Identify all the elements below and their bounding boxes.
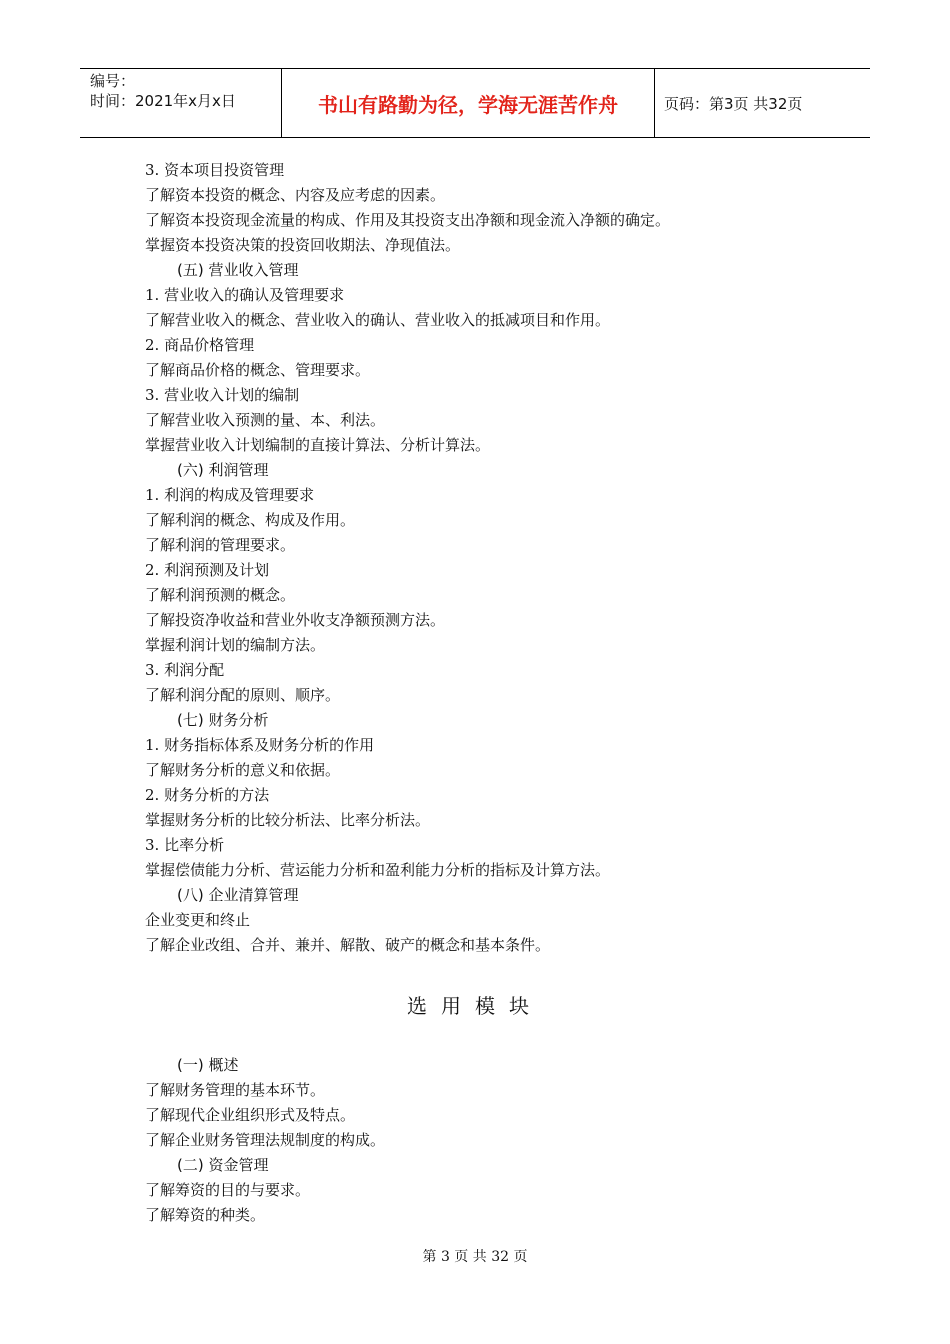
text-line: 掌握财务分析的比较分析法、比率分析法。: [145, 811, 431, 829]
section-heading: (二) 资金管理: [177, 1156, 269, 1174]
text-line: 3. 资本项目投资管理: [145, 161, 285, 179]
text-line: 2. 利润预测及计划: [145, 561, 270, 579]
text-line: 了解现代企业组织形式及特点。: [145, 1106, 356, 1124]
page-footer: 第 3 页 共 32 页: [422, 1249, 528, 1265]
text-line: 了解商品价格的概念、管理要求。: [145, 361, 371, 379]
text-line: 3. 比率分析: [145, 836, 225, 854]
text-line: 了解营业收入的概念、营业收入的确认、营业收入的抵减项目和作用。: [145, 311, 611, 329]
text-line: 掌握资本投资决策的投资回收期法、净现值法。: [145, 236, 461, 254]
text-line: 1. 营业收入的确认及管理要求: [145, 286, 345, 304]
header-meta: [80, 69, 282, 137]
page-header: [80, 68, 870, 138]
text-line: 了解利润的概念、构成及作用。: [145, 511, 356, 529]
text-line: 了解企业财务管理法规制度的构成。: [145, 1131, 386, 1149]
document-number-label: 编号：: [90, 72, 136, 90]
text-line: 2. 财务分析的方法: [145, 786, 270, 804]
text-line: 掌握利润计划的编制方法。: [145, 636, 326, 654]
text-line: 了解财务管理的基本环节。: [145, 1081, 326, 1099]
module-title: 选用模块: [407, 994, 543, 1018]
text-line: 3. 利润分配: [145, 661, 225, 679]
text-line: 了解资本投资的概念、内容及应考虑的因素。: [145, 186, 446, 204]
text-line: 了解利润预测的概念。: [145, 586, 296, 604]
text-line: 了解投资净收益和营业外收支净额预测方法。: [145, 611, 446, 629]
text-line: 了解营业收入预测的量、本、利法。: [145, 411, 386, 429]
text-line: 3. 营业收入计划的编制: [145, 386, 300, 404]
section-heading: (八) 企业清算管理: [177, 886, 299, 904]
main-content: [145, 158, 865, 958]
section-heading: (六) 利润管理: [177, 461, 269, 479]
text-line: 了解财务分析的意义和依据。: [145, 761, 341, 779]
section-heading: (七) 财务分析: [177, 711, 269, 729]
section-heading: (一) 概述: [177, 1056, 239, 1074]
text-line: 掌握营业收入计划编制的直接计算法、分析计算法。: [145, 436, 491, 454]
header-motto: 书山有路勤为径，学海无涯苦作舟: [282, 69, 655, 137]
text-line: 了解利润的管理要求。: [145, 536, 296, 554]
text-line: 了解利润分配的原则、顺序。: [145, 686, 341, 704]
text-line: 企业变更和终止: [145, 911, 251, 929]
section-heading: (五) 营业收入管理: [177, 261, 299, 279]
optional-module-content: [145, 1053, 865, 1228]
text-line: 了解筹资的种类。: [145, 1206, 266, 1224]
text-line: 1. 财务指标体系及财务分析的作用: [145, 736, 375, 754]
text-line: 了解资本投资现金流量的构成、作用及其投资支出净额和现金流入净额的确定。: [145, 211, 671, 229]
header-page-info: 页码：第3页 共32页: [664, 94, 803, 113]
text-line: 了解筹资的目的与要求。: [145, 1181, 311, 1199]
document-time-label: 时间：2021年x月x日: [90, 92, 236, 110]
text-line: 1. 利润的构成及管理要求: [145, 486, 315, 504]
text-line: 2. 商品价格管理: [145, 336, 255, 354]
text-line: 了解企业改组、合并、兼并、解散、破产的概念和基本条件。: [145, 936, 551, 954]
text-line: 掌握偿债能力分析、营运能力分析和盈利能力分析的指标及计算方法。: [145, 861, 611, 879]
